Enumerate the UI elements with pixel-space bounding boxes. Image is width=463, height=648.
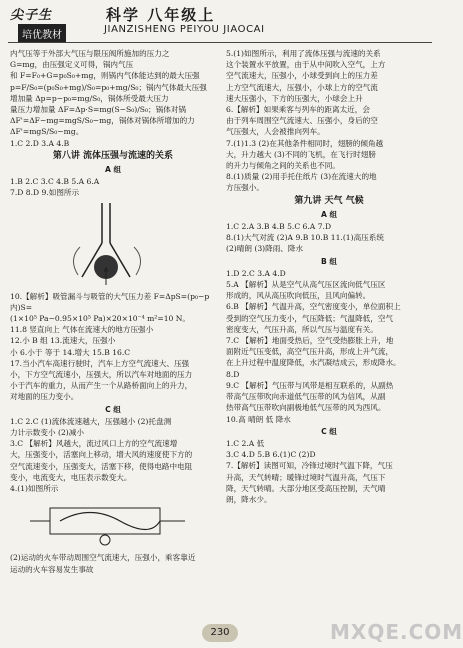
text-line: 5.A 【解析】从是空气从高气压区流向低气压区 <box>226 280 386 290</box>
text-line: 带高气压带吹向赤道低气压带的风为信风，从副 <box>226 392 386 402</box>
text-line: 上方空气流速大，压强小，小球上方的空气流 <box>226 82 378 92</box>
text-line: (1×10⁵ Pa−0.95×10⁵ Pa)×20×10⁻⁴ m²=10 N。 <box>10 314 191 324</box>
group-heading-c: C 组 <box>321 426 337 436</box>
text-line: 和 F=F₀+G=p₀S₀+mg，则锅内气体能达到的最大压强 <box>10 71 200 81</box>
text-line: 7.C 【解析】地面受热后，空气受热膨胀上升，地 <box>226 336 394 346</box>
watermark-text: MXQE.COM <box>330 620 463 644</box>
book-subtitle: JIANZISHENG PEIYOU JIAOCAI <box>104 24 265 35</box>
flow-line <box>60 513 160 530</box>
text-line: 10.【解析】吸管漏斗与吸管的大气压力差 F=ΔpS=(p₀−p内)S= <box>10 291 210 312</box>
page-number: 230 <box>202 624 238 642</box>
answer-line: 1.B 2.C 3.C 4.B 5.A 6.A <box>10 177 100 187</box>
text-line: (2)运动的火车带动周围空气流速大，压强小，乘客靠近 <box>10 553 196 563</box>
text-line: 小，下方空气流速小，压强大，所以汽车对地面的压力 <box>10 370 193 380</box>
page-footer <box>0 618 463 648</box>
header-rule <box>8 42 432 43</box>
text-line: 1.C 2.C (1)流体流速越大，压强越小 (2)托盘测 <box>10 416 172 426</box>
gauge-icon <box>100 535 110 545</box>
text-line: 9.C 【解析】气压带与风带是相互联系的，从副热 <box>226 380 394 390</box>
book-title: 科学 八年级上 <box>106 6 216 24</box>
text-line: 力计示数变小 (2)减小 <box>10 428 84 438</box>
text-line: 3.C 4.D 5.B 6.(1)C (2)D <box>226 450 316 460</box>
text-line: 密度变大，气压升高，所以气压与温度有关。 <box>226 324 378 334</box>
funnel-ball-figure <box>10 199 216 291</box>
text-line: 大，升力越大 (3)不同的飞机，在飞行时翅膀 <box>226 149 376 159</box>
text-line: 速大压强小，下方的压强大，小球会上升 <box>226 93 363 103</box>
text-line: G=mg，由压强定义可得，锅内气压 <box>10 60 134 70</box>
text-line: 量压力增加量 ΔF=Δp·S=mg(S−S₀)/S₀；锅体对锅 <box>10 105 186 115</box>
text-line: 空气流速大，压强小，小球受到向上的压力差 <box>226 71 378 81</box>
text-line: ΔF'=mgS/S₀−mg。 <box>10 127 84 137</box>
answer-line: 8.(1)大气对流 (2)A 9.B 10.B 11.(1)高压系统 <box>226 233 384 243</box>
logo-script-text: 尖子生 <box>10 8 53 23</box>
logo-boxed-text: 培优教材 <box>18 24 66 43</box>
duct-body <box>50 508 160 534</box>
text-line: 1.C 2.A 低 <box>226 438 265 448</box>
text-line: 7.(1)1.3 (2)在其他条件相同时，翅膀的倾角越 <box>226 138 384 148</box>
text-line: 4.(1)如图所示 <box>10 484 59 494</box>
text-line: 5.(1)如图所示，利用了流体压强与流速的关系 <box>226 49 381 58</box>
text-line: 大，压强变小，活塞向上移动，增大风的速度使下方的 <box>10 450 193 460</box>
text-line: 8.D <box>226 369 240 379</box>
text-line: 6.【解析】如果乘客与列车的距离太近，会 <box>226 105 370 115</box>
text-line: p=F/S₀=(p₀S₀+mg)/S₀=p₀+mg/S₀；锅内气体最大压强 <box>10 82 207 92</box>
text-line: 这个装置水平放置，由于从中间吹入空气，上方 <box>226 60 386 70</box>
answer-line: (2)晴朗 (3)降雨、降水 <box>226 244 304 254</box>
text-line: 8.(1)质量 (2)用手托住纸片 (3)在流速大的地 <box>226 172 377 182</box>
group-heading-b: B 组 <box>320 256 338 266</box>
text-line: 降，天气转晴。大部分地区受高压控制，天气晴 <box>226 483 386 493</box>
airflow-figure <box>10 494 216 552</box>
text-line: 内气压等于外部大气压与限压阀所施加的压力之 <box>10 49 170 58</box>
text-line: 形成的，风从高压吹向低压，且风向偏转。 <box>226 291 371 301</box>
text-line: 朗，降水少。 <box>226 494 272 504</box>
answer-line: 7.D 8.D 9.如图所示 <box>10 188 80 198</box>
text-line: 变小，电流变大，电压表示数变大。 <box>10 472 132 482</box>
text-line: 的升力与倾角之间的关系也不同。 <box>226 161 340 171</box>
brand-logo <box>10 4 72 42</box>
right-column <box>226 48 432 616</box>
text-line: 11.8 竖直向上 气体在流速大的地方压强小 <box>10 325 154 335</box>
funnel-ball-diagram <box>10 199 216 291</box>
text-line: 热带高气压带吹向副极地低气压带的风为西风。 <box>226 403 386 413</box>
text-line: 3.C 【解析】风越大，流过风口上方的空气流速增 <box>10 439 178 449</box>
text-line: 1.C 2.D 3.A 4.B <box>10 138 70 148</box>
text-line: 1.D 2.C 3.A 4.D <box>226 268 286 278</box>
group-heading-a: A 组 <box>320 209 338 219</box>
text-line: 7.【解析】读图可知，冷锋过境时气温下降，气压 <box>226 461 393 471</box>
text-line: 小于汽车的重力，从而产生一个从路桥面向上的升力， <box>10 381 193 391</box>
text-line: 在上升过程中温度降低，水汽凝结成云，形成降水。 <box>226 358 401 368</box>
section-heading-lecture-8: 第八讲 流体压强与流速的关系 <box>52 150 174 161</box>
text-line: 10.高 晴朗 低 降水 <box>226 414 291 424</box>
page-header <box>0 0 440 44</box>
text-line: 由于列车周围空气流速大、压强小，身后的空 <box>226 116 378 126</box>
answer-line: 1.C 2.A 3.B 4.B 5.C 6.A 7.D <box>226 222 332 232</box>
text-line: 空气流速变小，压强变大，活塞下移，使得电路中电阻 <box>10 461 193 471</box>
group-heading-a: A 组 <box>104 165 122 175</box>
text-line: 增加量 Δp=p−p₀=mg/S₀，锅体所受最大压力 <box>10 93 169 103</box>
text-line: 小 6.小于 等于 14.增大 15.B 16.C <box>10 347 131 357</box>
text-line: 运动的火车容易发生事故 <box>10 564 94 574</box>
left-column <box>10 48 216 616</box>
text-line: 6.B 【解析】气温升高，空气密度变小，单位面积上 <box>226 302 401 312</box>
text-line: 受到的空气压力变小，气压降低；气温降低，空气 <box>226 313 394 323</box>
airflow-diagram <box>10 494 216 552</box>
section-heading-lecture-9: 第九讲 天气 气候 <box>294 195 364 206</box>
text-line: 升高，天气转晴；暖锋过境时气温升高，气压下 <box>226 472 386 482</box>
text-line: 17.当小汽车高速行驶时，汽车上方空气流速大、压强 <box>10 358 190 368</box>
text-line: 气压强大，人会被推向列车。 <box>226 127 325 137</box>
text-line: 12.小 B 组 13.流速大，压强小 <box>10 336 116 346</box>
text-line: 方压强小。 <box>226 183 264 193</box>
text-line: 对地面的压力变小。 <box>10 392 79 402</box>
group-heading-c: C 组 <box>105 404 121 414</box>
text-line: ΔF'=ΔF−mg=mgS/S₀−mg，锅体对锅体所增加的力 <box>10 116 195 126</box>
text-line: 面附近气压变低，高空气压升高，形成上升气流， <box>226 347 394 357</box>
